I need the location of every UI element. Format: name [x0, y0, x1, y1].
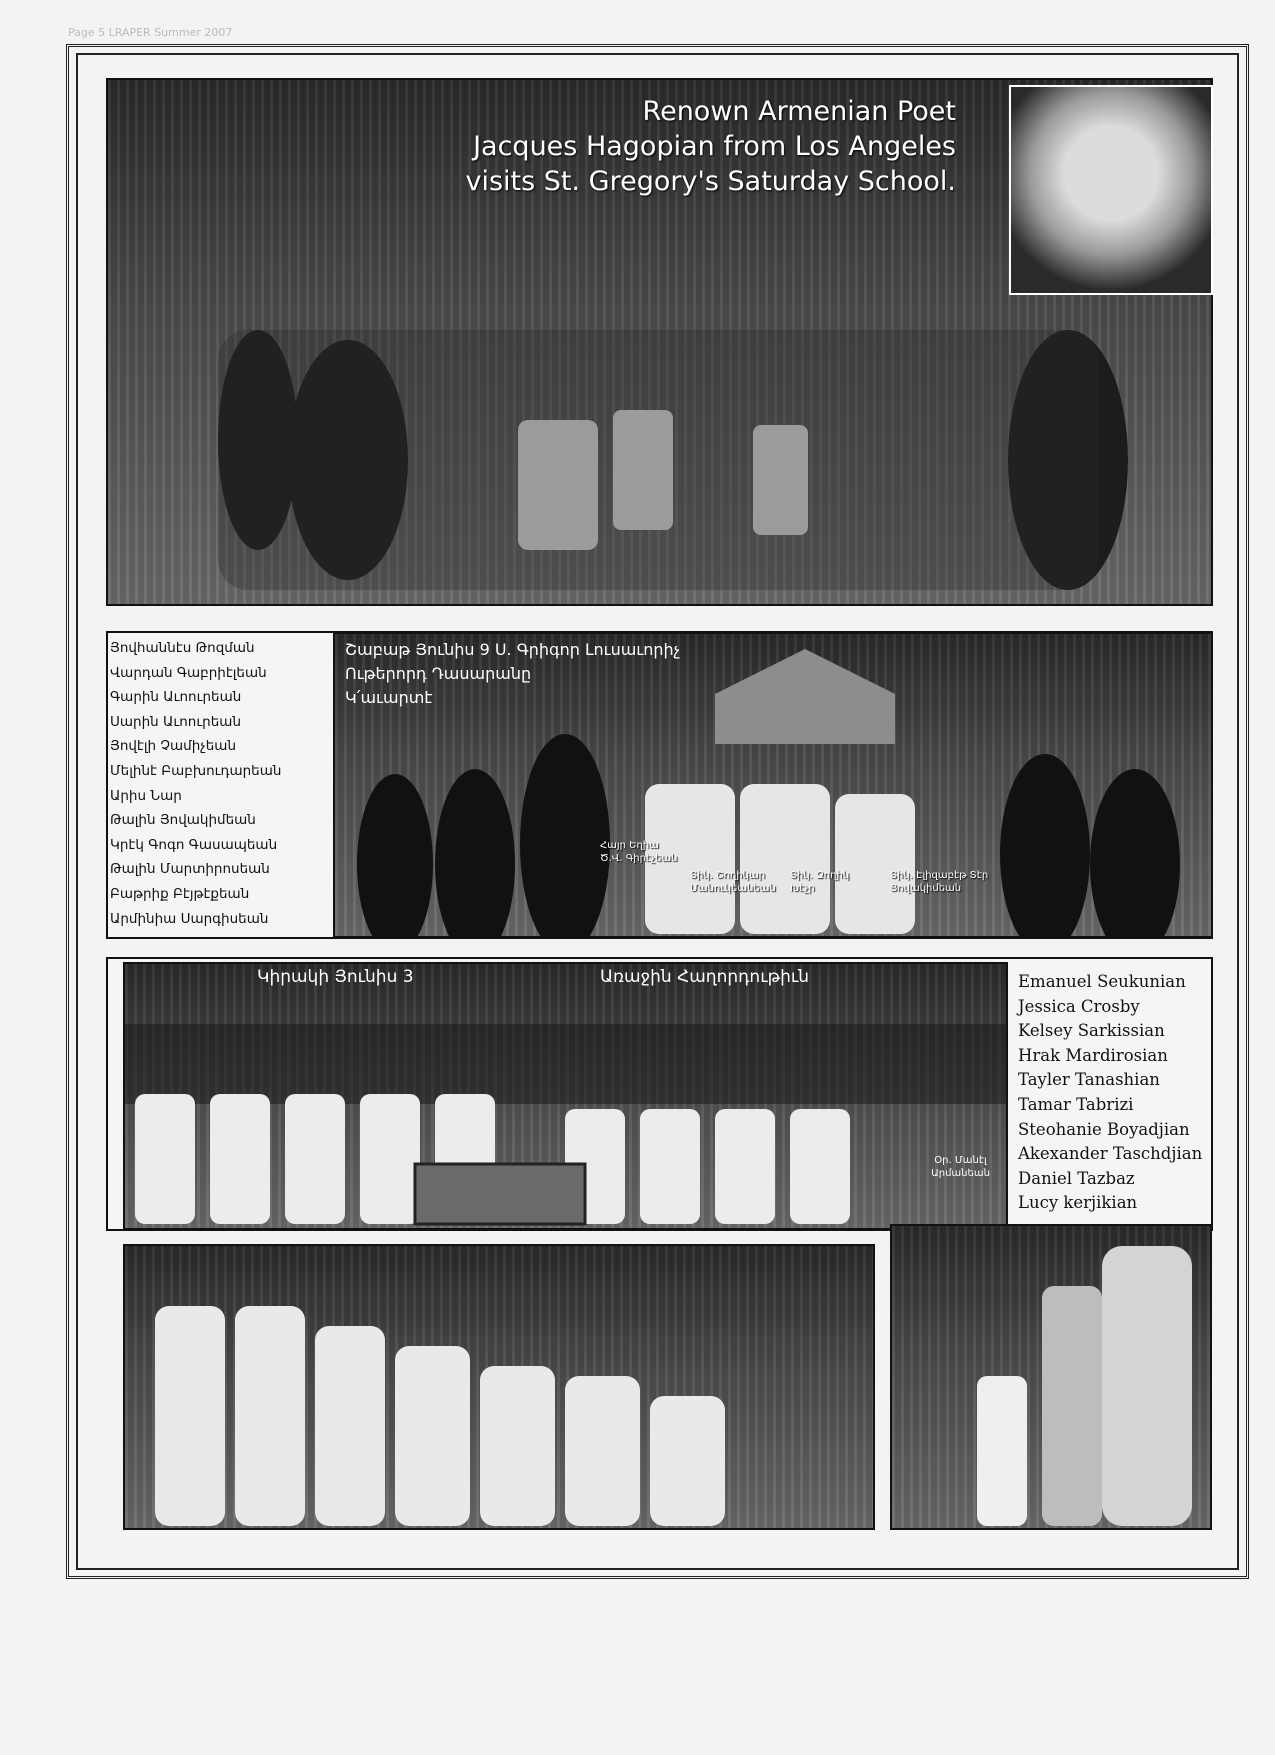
- caption-line-2: Jacques Hagopian from Los Angeles: [473, 131, 956, 162]
- communicant-name: Hrak Mardirosian: [1018, 1045, 1168, 1065]
- graduate-name: Թալին Յովակիմեան: [110, 812, 256, 829]
- procession-silhouettes: [125, 1246, 875, 1530]
- graduation-title-line-2: Ութերորդ Դասարանը: [345, 664, 532, 683]
- graduate-name: Վարդան Գաբրիէլեան: [110, 664, 267, 681]
- communicant-name: Daniel Tazbaz: [1018, 1168, 1135, 1188]
- communion-silhouettes: [125, 964, 1008, 1230]
- communicant-name: Emanuel Seukunian: [1018, 972, 1186, 991]
- communion-names: [1018, 970, 1202, 1216]
- graduate-name: Սարին Աւոուրեան: [110, 713, 241, 730]
- caption-line-3: visits St. Gregory's Saturday School.: [465, 166, 956, 197]
- photo-label: Տիկ. Էլիզաբէթ Տէր Յովակիմեան: [890, 870, 989, 894]
- photo-label: Օր. Մանէլ Արմանեան: [931, 1155, 990, 1179]
- graduation-title-line-1: Շաբաթ Յունիս 9 Ս. Գրիգոր Լուսաւորիչ: [345, 640, 681, 659]
- communion-ceremony-photo: [890, 1224, 1212, 1530]
- graduation-title: [345, 638, 680, 710]
- photo-label: Տիկ. Շողիկար Մանուկեանեան: [690, 870, 776, 894]
- communion-procession-photo: [123, 1244, 875, 1530]
- graduate-name: Մելինէ Բաբխուդարեան: [110, 762, 282, 779]
- photo-label: Հայր Եղիա Ծ.Վ. Գիրէչեան: [600, 840, 678, 864]
- graduate-name: Արիս Նար: [110, 787, 182, 804]
- graduate-name: Թալին Մարտիրոսեան: [110, 861, 270, 878]
- graduation-photo: [333, 632, 1213, 938]
- communion-title-left: Կիրակի Յունիս 3: [257, 967, 414, 987]
- graduate-name: Յովէլի Չամիչեան: [110, 738, 237, 755]
- communicant-name: Jessica Crosby: [1018, 996, 1140, 1016]
- communicant-name: Tamar Tabrizi: [1018, 1094, 1134, 1114]
- caption-line-1: Renown Armenian Poet: [642, 96, 956, 127]
- graduate-name: Կրէկ Գոգո Գասապեան: [110, 836, 278, 853]
- poet-portrait: [1009, 85, 1213, 295]
- communicant-name: Akexander Taschdjian: [1018, 1144, 1203, 1164]
- photo-label: Տիկ. Զողիկ Խէչր: [790, 870, 850, 894]
- communicant-name: Steohanie Boyadjian: [1018, 1119, 1190, 1139]
- graduate-name: Բաթրիք Բէյթէքեան: [110, 885, 250, 902]
- graduate-name: Յովհաննէս Թոզման: [110, 640, 255, 656]
- page-header: Page 5 LRAPER Summer 2007: [68, 26, 233, 39]
- top-photo-caption: [466, 94, 957, 199]
- communicant-name: Lucy kerjikian: [1018, 1193, 1138, 1213]
- communicant-name: Tayler Tanashian: [1018, 1070, 1160, 1090]
- graduate-names: [110, 636, 330, 931]
- communion-photo: [123, 962, 1008, 1230]
- communicant-name: Kelsey Sarkissian: [1018, 1021, 1165, 1041]
- graduate-name: Գարին Աւոուրեան: [110, 689, 242, 706]
- ceremony-silhouettes: [892, 1226, 1212, 1530]
- graduation-title-line-3: Կ՛աւարտէ: [345, 688, 433, 707]
- graduate-name: Արմինիա Սարգիսեան: [110, 910, 269, 927]
- communion-title-right: Առաջին Հաղորդութիւն: [600, 967, 810, 987]
